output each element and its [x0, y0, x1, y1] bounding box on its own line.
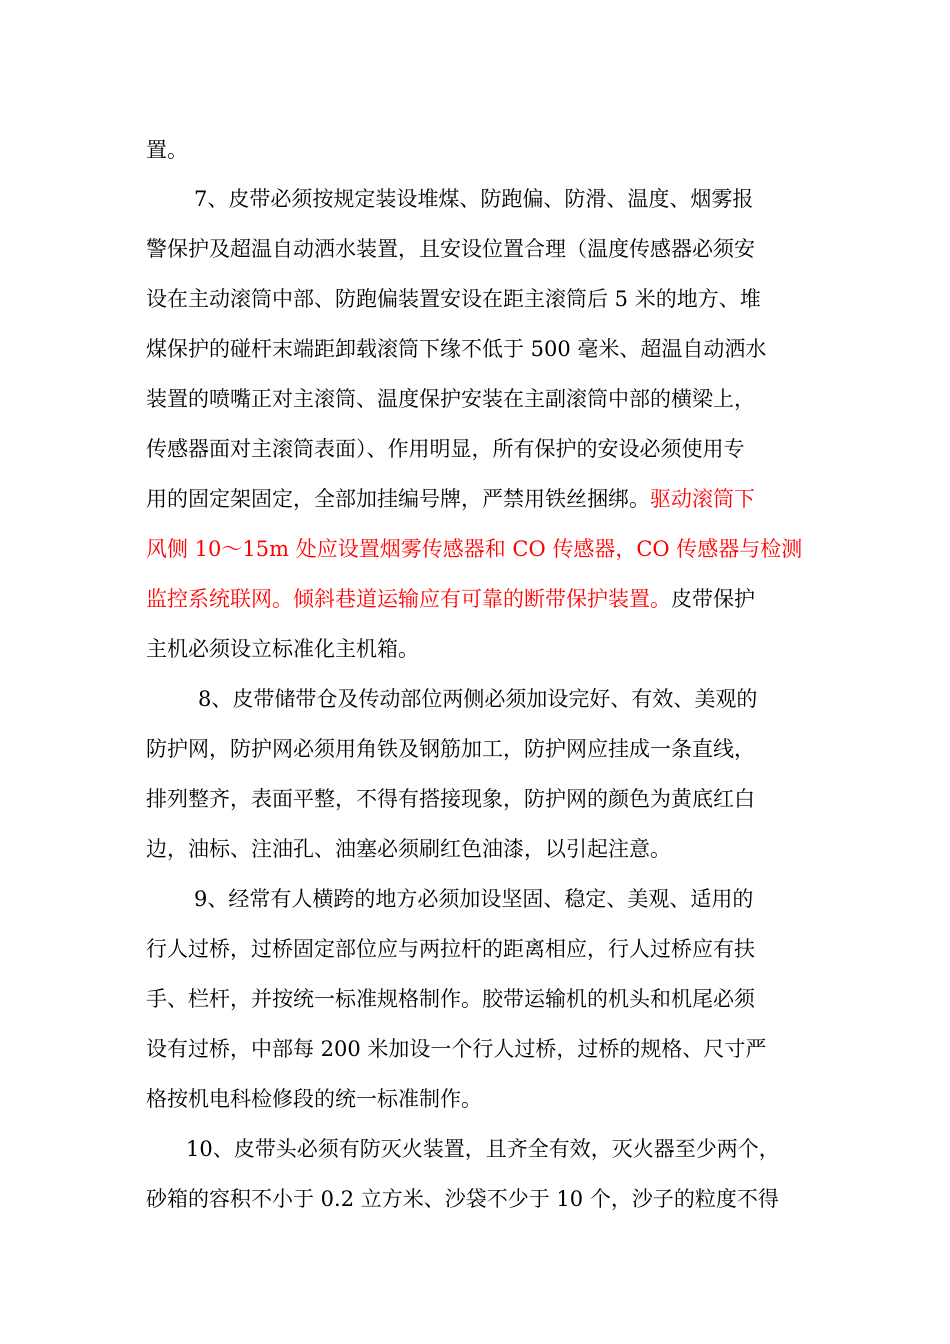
highlighted-text-run: 监控系统联网。倾斜巷道运输应有可靠的断带保护装置。 [146, 587, 671, 611]
paragraph-8-start [198, 685, 757, 713]
text-line [146, 335, 766, 363]
text-line [146, 635, 419, 663]
text-run: 设有过桥，中部每 200 米加设一个行人过桥，过桥的规格、尺寸严 [146, 1037, 767, 1061]
text-run: 皮带保护 [671, 587, 755, 611]
text-line [146, 235, 755, 263]
text-run: 传感器面对主滚筒表面）、作用明显，所有保护的安设必须使用专 [146, 437, 745, 461]
text-run: 砂箱的容积不小于 0.2 立方米、沙袋不少于 10 个，沙子的粒度不得 [146, 1187, 779, 1211]
text-line [146, 435, 745, 463]
text-run: 8、皮带储带仓及传动部位两侧必须加设完好、有效、美观的 [198, 687, 758, 711]
text-line [146, 385, 755, 413]
text-run: 警保护及超温自动洒水装置，且安设位置合理（温度传感器必须安 [146, 237, 755, 261]
text-run: 9、经常有人横跨的地方必须加设坚固、稳定、美观、适用的 [194, 887, 754, 911]
text-run: 用的固定架固定，全部加挂编号牌，严禁用铁丝捆绑。 [146, 487, 650, 511]
text-line [146, 585, 755, 613]
text-run: 格按机电科检修段的统一标准制作。 [146, 1087, 482, 1111]
text-run: 行人过桥，过桥固定部位应与两拉杆的距离相应，行人过桥应有扶 [146, 937, 755, 961]
text-line [146, 136, 188, 164]
text-line [146, 985, 755, 1013]
text-line [146, 835, 671, 863]
text-run: 10、皮带头必须有防灭火装置，且齐全有效，灭火器至少两个， [186, 1137, 780, 1161]
text-line [146, 485, 755, 513]
text-line [146, 1185, 779, 1213]
text-run: 防护网，防护网必须用角铁及钢筋加工，防护网应挂成一条直线， [146, 737, 755, 761]
text-run: 排列整齐，表面平整，不得有搭接现象，防护网的颜色为黄底红白 [146, 787, 755, 811]
text-run: 主机必须设立标准化主机箱。 [146, 637, 419, 661]
text-run: 置。 [146, 138, 188, 162]
text-run: 边，油标、注油孔、油塞必须刷红色油漆，以引起注意。 [146, 837, 671, 861]
text-run: 7、皮带必须按规定装设堆煤、防跑偏、防滑、温度、烟雾报 [194, 187, 754, 211]
paragraph-10-start [186, 1135, 780, 1163]
paragraph-9-start [194, 885, 753, 913]
text-line [146, 1035, 766, 1063]
text-line [146, 785, 755, 813]
highlighted-text-line [146, 535, 802, 563]
text-line [146, 1085, 482, 1113]
text-run: 装置的喷嘴正对主滚筒、温度保护安装在主副滚筒中部的横梁上， [146, 387, 755, 411]
paragraph-7-start [194, 185, 753, 213]
text-run: 手、栏杆，并按统一标准规格制作。胶带运输机的机头和机尾必须 [146, 987, 755, 1011]
text-line [146, 735, 755, 763]
text-line [146, 285, 761, 313]
text-run: 设在主动滚筒中部、防跑偏装置安设在距主滚筒后 5 米的地方、堆 [146, 287, 761, 311]
text-line [146, 935, 755, 963]
highlighted-text-run: 风侧 10～15m 处应设置烟雾传感器和 CO 传感器，CO 传感器与检测 [146, 537, 803, 561]
highlighted-text-run: 驱动滚筒下 [650, 487, 755, 511]
text-run: 煤保护的碰杆末端距卸载滚筒下缘不低于 500 毫米、超温自动洒水 [146, 337, 767, 361]
